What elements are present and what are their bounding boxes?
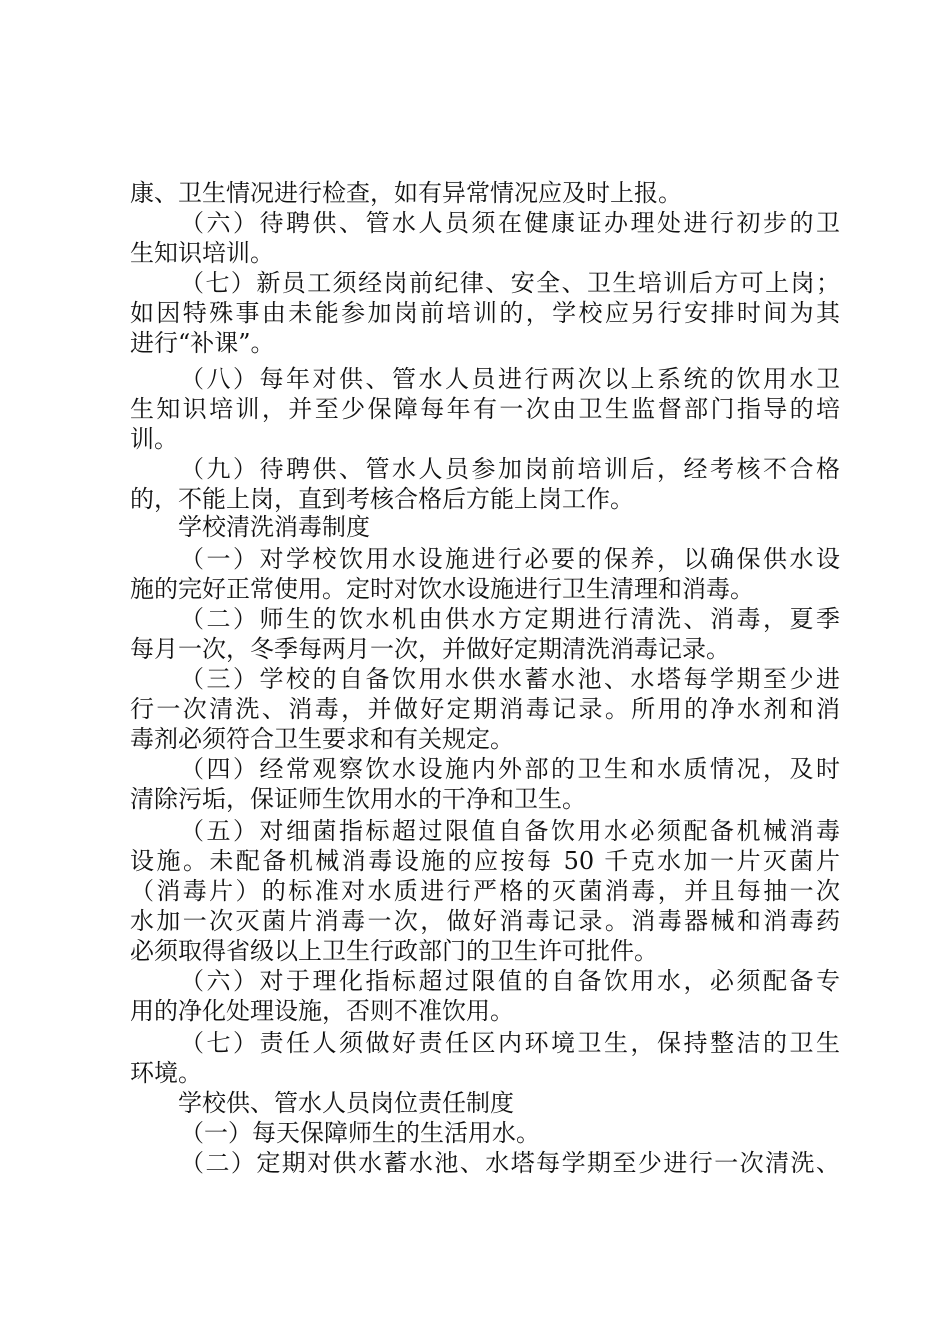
text-line: （一）对学校饮用水设施进行必要的保养，以确保供水设 — [180, 545, 840, 573]
text-line: 行一次清洗、消毒，并做好定期消毒记录。所用的净水剂和消 — [130, 695, 840, 723]
text-line: 必须取得省级以上卫生行政部门的卫生许可批件。 — [130, 937, 658, 965]
text-line: 生知识培训。 — [130, 239, 274, 267]
text-line: （九）待聘供、管水人员参加岗前培训后，经考核不合格 — [180, 455, 840, 483]
text-line: （五）对细菌指标超过限值自备饮用水必须配备机械消毒 — [180, 817, 840, 845]
text-line: （八）每年对供、管水人员进行两次以上系统的饮用水卫 — [180, 365, 840, 393]
text-line: 环境。 — [130, 1059, 202, 1087]
text-line: （二）师生的饮水机由供水方定期进行清洗、消毒，夏季 — [180, 605, 840, 633]
section-heading: 学校清洗消毒制度 — [178, 513, 370, 541]
text-line: （三）学校的自备饮用水供水蓄水池、水塔每学期至少进 — [180, 665, 840, 693]
text-line: 每月一次，冬季每两月一次，并做好定期清洗消毒记录。 — [130, 635, 730, 663]
text-line: 毒剂必须符合卫生要求和有关规定。 — [130, 725, 514, 753]
text-line: （二）定期对供水蓄水池、水塔每学期至少进行一次清洗、 — [180, 1149, 840, 1177]
text-line: 清除污垢，保证师生饮用水的干净和卫生。 — [130, 785, 586, 813]
text-line: （六）待聘供、管水人员须在健康证办理处进行初步的卫 — [180, 209, 840, 237]
text-line: （七）新员工须经岗前纪律、安全、卫生培训后方可上岗； — [180, 269, 840, 297]
text-line: 用的净化处理设施，否则不准饮用。 — [130, 997, 514, 1025]
text-line: （六）对于理化指标超过限值的自备饮用水，必须配备专 — [180, 967, 840, 995]
text-line: （七）责任人须做好责任区内环境卫生，保持整洁的卫生 — [180, 1029, 840, 1057]
text-line: 设施。未配备机械消毒设施的应按每 50 千克水加一片灭菌片 — [130, 847, 840, 875]
text-line: 施的完好正常使用。定时对饮水设施进行卫生清理和消毒。 — [130, 575, 754, 603]
text-line: 水加一次灭菌片消毒一次，做好消毒记录。消毒器械和消毒药 — [130, 907, 840, 935]
text-line: 生知识培训，并至少保障每年有一次由卫生监督部门指导的培 — [130, 395, 840, 423]
text-line: 如因特殊事由未能参加岗前培训的，学校应另行安排时间为其 — [130, 299, 840, 327]
text-line: 的，不能上岗，直到考核合格后方能上岗工作。 — [130, 485, 634, 513]
text-line: 进行“补课”。 — [130, 329, 275, 357]
text-line: 训。 — [130, 425, 178, 453]
text-line: （消毒片）的标准对水质进行严格的灭菌消毒，并且每抽一次 — [130, 877, 840, 905]
text-line: 康、卫生情况进行检查，如有异常情况应及时上报。 — [130, 179, 682, 207]
section-heading: 学校供、管水人员岗位责任制度 — [178, 1089, 514, 1117]
text-line: （一）每天保障师生的生活用水。 — [180, 1119, 540, 1147]
text-line: （四）经常观察饮水设施内外部的卫生和水质情况，及时 — [180, 755, 840, 783]
